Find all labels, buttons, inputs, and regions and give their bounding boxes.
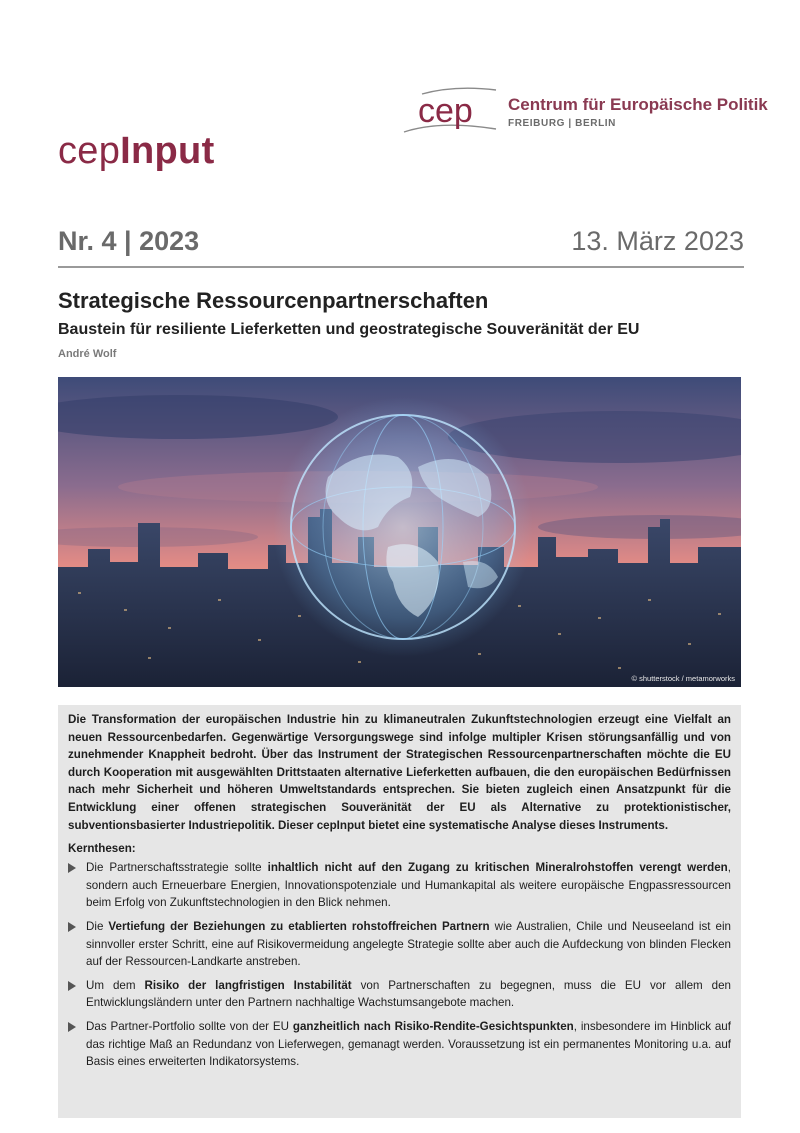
- logo-text-block: [508, 95, 768, 129]
- cep-logo-mark: [400, 82, 500, 142]
- thesis-text: von Partnerschaften zu begegnen, muss die EU vor allem den Entwicklungsländern unter den Partnern nachhaltige Wachstumsangebote machen.: [86, 978, 731, 1010]
- series-name-part1: cep: [58, 130, 121, 172]
- triangle-bullet-icon: [68, 863, 76, 873]
- thesis-text: Die: [86, 919, 109, 933]
- thesis-text: Das Partner-Portfolio sollte von der EU: [86, 1019, 293, 1033]
- image-credit: © shutterstock / metamorworks: [631, 674, 735, 683]
- issue-row: [58, 226, 744, 268]
- series-name: [58, 130, 215, 173]
- cep-logo: [400, 82, 768, 142]
- summary-box: [58, 705, 741, 1118]
- kernthesen-heading: Kernthesen:: [68, 842, 136, 856]
- triangle-bullet-icon: [68, 1022, 76, 1032]
- thesis-text: Die Partnerschaftsstrategie sollte: [86, 861, 268, 875]
- org-cities: FREIBURG | BERLIN: [508, 118, 616, 129]
- triangle-bullet-icon: [68, 922, 76, 932]
- thesis-text: , insbesondere im Hinblick auf das richtige Maß an Redundanz von Lieferwegen, gemanagt werden. Voraussetzung ist ein permanentes Monitoring u.a. auf Basis eines erweiterten Indikatorsystems.: [86, 1019, 731, 1069]
- document-title: Strategische Ressourcenpartnerschaften: [58, 288, 489, 313]
- thesis-emphasis: Vertiefung der Beziehungen zu etablierten rohstoffreichen Partnern: [108, 919, 490, 933]
- city-globe-illustration: [58, 377, 741, 687]
- thesis-emphasis: ganzheitlich nach Risiko-Rendite-Gesichtspunkten: [292, 1019, 574, 1033]
- logo-wordmark: cep: [418, 92, 473, 130]
- abstract-text: Die Transformation der europäischen Industrie hin zu klimaneutralen Zukunftstechnologien erzeugt eine Vielfalt an neuen Ressourcenbedarfen. Gegenwärtige Versorgungswege sind infolge multipler Krisen störungsanfällig und von zunehmender Knappheit bedroht. Über das Instrument der Strategischen Ressourcenpartnerschaften möchte die EU durch Kooperation mit ausgewählten Drittstaaten alternative Lieferketten aufbauen, die den europäischen Bedürfnissen nach mehr Sicherheit und höheren Umweltstandards entsprechen. Sie bieten zugleich einen Ansatzpunkt für die Entwicklung einer offenen strategischen Souveränität der EU als Alternative zu protektionistischer, subventionsbasierter Industriepolitik. Dieser cepInput bietet eine systematische Analyse dieses Instruments.: [68, 713, 731, 832]
- series-name-part2: Input: [120, 130, 215, 172]
- thesis-text: Um dem: [86, 978, 145, 992]
- thesis-item: [68, 977, 731, 1012]
- org-name: Centrum für Europäische Politik: [508, 95, 768, 114]
- thesis-emphasis: inhaltlich nicht auf den Zugang zu kritischen Mineralrohstoffen verengt werden: [267, 861, 728, 875]
- issue-date: 13. März 2023: [571, 226, 744, 256]
- thesis-text: wie Australien, Chile und Neuseeland ist ein sinnvoller erster Schritt, eine auf Risikovermeidung angelegte Strategie sollte aber auch die Aufdeckung von blinden Flecken auf der Ressourcen-Landkarte anstreben.: [86, 919, 731, 969]
- triangle-bullet-icon: [68, 981, 76, 991]
- thesis-emphasis: Risiko der langfristigen Instabilität: [144, 978, 352, 992]
- thesis-item: [68, 1018, 731, 1071]
- thesis-text: , sondern auch Erneuerbare Energien, Innovationspotenziale und Humankapital als weitere europäische Engpassressourcen beim Erfolg von Zukunftstechnologien in den Blick nehmen.: [86, 861, 731, 910]
- hero-image: [58, 377, 741, 687]
- thesis-item: [68, 859, 731, 912]
- author-name: André Wolf: [58, 348, 117, 360]
- issue-number: Nr. 4 | 2023: [58, 226, 200, 256]
- thesis-item: [68, 918, 731, 971]
- document-subtitle: Baustein für resiliente Lieferketten und geostrategische Souveränität der EU: [58, 321, 640, 338]
